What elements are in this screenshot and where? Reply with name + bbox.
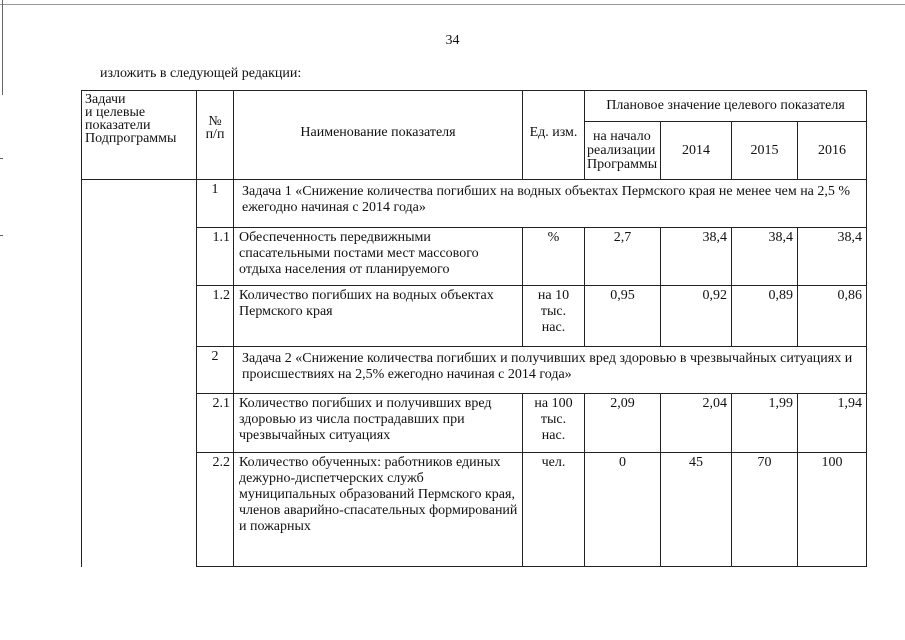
indicator-unit: чел. [523,453,585,567]
indicator-row [82,453,867,567]
header-year-2016: 2016 [798,122,867,180]
page-number: 34 [445,33,460,48]
indicator-row [82,394,867,453]
indicator-row [82,228,867,286]
header-year-2014: 2014 [661,122,732,180]
indicator-2016: 38,4 [798,228,867,286]
header-planned-value: Плановое значение целевого показателя [585,91,867,122]
indicator-num: 1.1 [197,228,234,286]
indicator-num: 2.1 [197,394,234,453]
header-name-text: Наименование показателя [300,125,456,140]
indicator-name: Количество погибших и получивших вред здоровью из числа пострадавших при чрезвычайных ситуациях [234,394,523,453]
header-initial-line: реализации [587,143,656,158]
indicator-name: Количество погибших на водных объектах Пермского края [234,286,523,347]
task-num: 1 [197,180,234,228]
indicator-2014: 45 [661,453,732,567]
header-tasks-line: и целевые [85,105,146,120]
header-initial-line: на начало [593,129,651,144]
header-unit [523,91,585,180]
indicator-2014: 0,92 [661,286,732,347]
indicator-name: Обеспеченность передвижными спасательными постами мест массового отдыха населения от планируемого [234,228,523,286]
header-year-2015: 2015 [732,122,798,180]
header-initial-line: Программы [587,157,658,172]
task-num: 2 [197,347,234,394]
header-num-line: № [208,114,222,129]
indicator-2014: 38,4 [661,228,732,286]
indicator-num: 1.2 [197,286,234,347]
header-num-line: п/п [205,127,225,142]
header-num [197,91,234,180]
header-tasks [82,91,197,180]
indicator-unit: на 10 тыс. нас. [523,286,585,347]
indicator-initial: 2,09 [585,394,661,453]
indicator-2015: 1,99 [732,394,798,453]
indicator-unit: % [523,228,585,286]
indicators-table [81,90,867,567]
side-blank [82,180,197,567]
indicator-2014: 2,04 [661,394,732,453]
indicator-initial: 0 [585,453,661,567]
task-text: Задача 1 «Снижение количества погибших на водных объектах Пермского края не менее чем на 2,5 % ежегодно начиная с 2014 года» [234,180,867,228]
header-initial [585,122,661,180]
indicator-2015: 70 [732,453,798,567]
header-tasks-line: показатели [85,118,151,133]
task-text: Задача 2 «Снижение количества погибших и получивших вред здоровью в чрезвычайных ситуациях и происшествиях на 2,5% ежегодно начиная с 2014 года» [234,347,867,394]
scan-edge-mark [0,158,3,159]
indicator-2016: 100 [798,453,867,567]
indicator-2015: 38,4 [732,228,798,286]
indicator-2015: 0,89 [732,286,798,347]
indicator-name: Количество обученных: работников единых дежурно-диспетчерских служб муниципальных образований Пермского края, членов аварийно-спасательных формирований и пожарных [234,453,523,567]
indicator-initial: 0,95 [585,286,661,347]
header-unit-text: Ед. изм. [529,125,578,140]
header-row [82,91,867,122]
task-row [82,180,867,228]
header-tasks-line: Подпрограммы [85,131,177,146]
indicator-initial: 2,7 [585,228,661,286]
intro-text: изложить в следующей редакции: [100,66,302,81]
indicator-unit: на 100 тыс. нас. [523,394,585,453]
indicator-row [82,286,867,347]
indicator-num: 2.2 [197,453,234,567]
scan-edge-top [0,4,905,5]
header-name [234,91,523,180]
scan-edge-mark [0,235,3,236]
header-tasks-line: Задачи [85,92,126,107]
indicator-2016: 0,86 [798,286,867,347]
indicator-2016: 1,94 [798,394,867,453]
task-row [82,347,867,394]
